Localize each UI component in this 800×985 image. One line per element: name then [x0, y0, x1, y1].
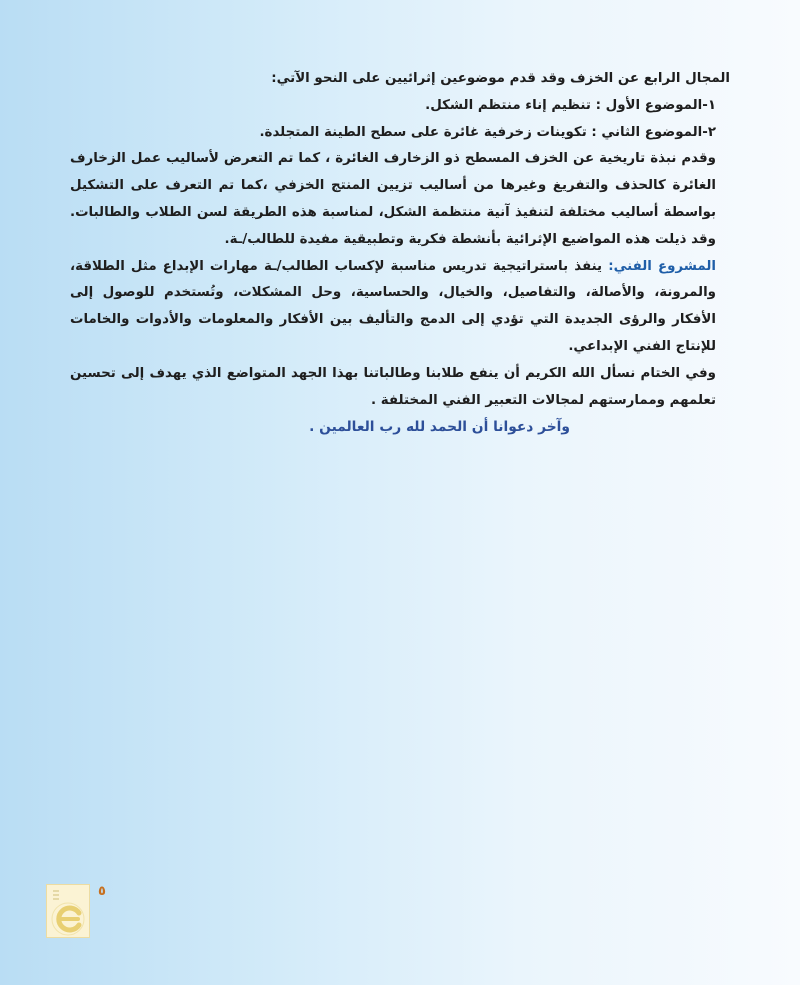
document-body [70, 66, 730, 441]
paragraph-topic-one: ١-الموضوع الأول : تنظيم إناء منتظم الشكل. [425, 97, 716, 113]
ministry-logo-icon [46, 884, 90, 938]
closing-prayer: وآخر دعوانا أن الحمد لله رب العالمين . [309, 419, 570, 436]
page-number: ٥ [98, 884, 106, 899]
paragraph-intro: المجال الرابع عن الخزف وقد قدم موضوعين إثرائيين على النحو الآتي: [271, 71, 730, 86]
art-project-text: ينفذ باستراتيجية تدريس مناسبة لإكساب الطالب/ـة مهارات الإبداع مثل الطلاقة، والمرونة، والأصالة، والتفاصيل، والخيال، والحساسية، وحل المشكلات، وتُستخدم للوصول إلى الأفكار والرؤى الجديدة التي تؤدي إلى الدمج والتأليف بين الأفكار والمعلومات والأدوات والخامات للإنتاج الفني الإبداعي. [70, 258, 716, 354]
art-project-title: المشروع الفني: [608, 258, 716, 274]
paragraph-history: وقدم نبذة تاريخية عن الخزف المسطح ذو الزخارف الغائرة ، كما تم التعرض لأساليب عمل الزخارف الغائرة كالحذف والتفريغ وغيرها من أساليب تزيين المنتج الخزفي ،كما تم التعرف على التشكيل بواسطة أساليب مختلفة لتنفيذ آنية منتظمة الشكل، لمناسبة هذه الطريقة لسن الطلاب والطالبات. وقد ذيلت هذه المواضيع الإثرائية بأنشطة فكرية وتطبيقية مفيدة للطالب/ـة. [70, 151, 716, 247]
paragraph-topic-two: ٢-الموضوع الثاني : تكوينات زخرفية غائرة على سطح الطينة المتجلدة. [259, 124, 716, 140]
paragraph-conclusion: وفي الختام نسأل الله الكريم أن ينفع طلابنا وطالباتنا بهذا الجهد المتواضع الذي يهدف إلى تحسين تعلمهم وممارستهم لمجالات التعبير الفني المختلفة . [70, 365, 716, 408]
paragraph-art-project [70, 254, 730, 361]
ministry-logo-icon-graphic [47, 885, 89, 937]
